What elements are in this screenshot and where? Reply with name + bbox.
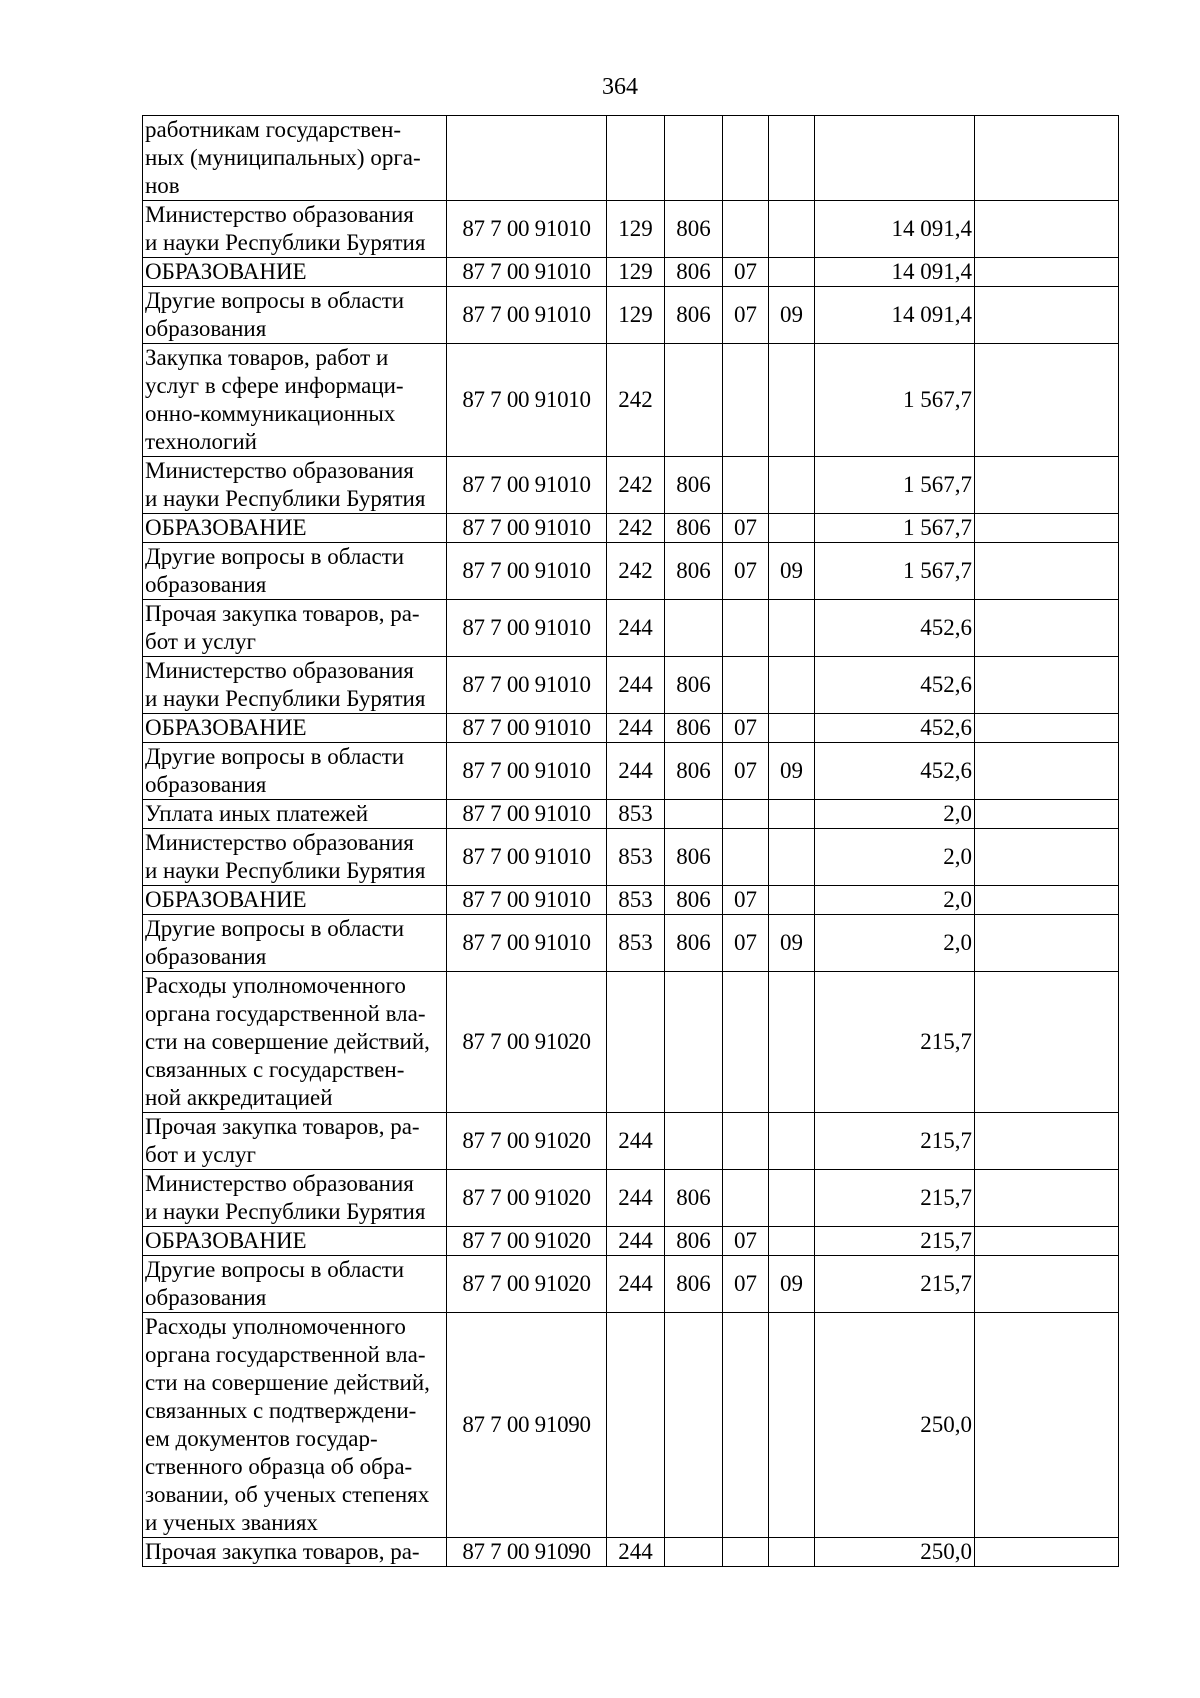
item-name-cell bbox=[143, 1170, 447, 1227]
item-name-line: образования bbox=[145, 1285, 267, 1310]
table-row bbox=[143, 1538, 1119, 1567]
section-code-cell: 07 bbox=[723, 886, 769, 915]
item-name-cell bbox=[143, 743, 447, 800]
empty-cell bbox=[975, 829, 1119, 886]
target-article-cell: 87 7 00 91010 bbox=[447, 457, 607, 514]
subsection-code-cell bbox=[769, 972, 815, 1113]
empty-cell bbox=[975, 1538, 1119, 1567]
table-row bbox=[143, 201, 1119, 258]
section-code-cell: 07 bbox=[723, 1227, 769, 1256]
expense-type-cell: 853 bbox=[607, 886, 665, 915]
department-code-cell: 806 bbox=[665, 886, 723, 915]
item-name-line: образования bbox=[145, 572, 267, 597]
table-row bbox=[143, 1313, 1119, 1538]
expense-type-cell: 853 bbox=[607, 915, 665, 972]
item-name-cell bbox=[143, 915, 447, 972]
target-article-cell: 87 7 00 91010 bbox=[447, 201, 607, 258]
subsection-code-cell bbox=[769, 116, 815, 201]
empty-cell bbox=[975, 258, 1119, 287]
amount-cell: 452,6 bbox=[815, 657, 975, 714]
amount-cell: 452,6 bbox=[815, 743, 975, 800]
department-code-cell bbox=[665, 344, 723, 457]
empty-cell bbox=[975, 1227, 1119, 1256]
section-code-cell bbox=[723, 1113, 769, 1170]
item-name-line: Расходы уполномоченного bbox=[145, 1314, 406, 1339]
expense-type-cell: 244 bbox=[607, 1170, 665, 1227]
department-code-cell bbox=[665, 1313, 723, 1538]
target-article-cell: 87 7 00 91010 bbox=[447, 886, 607, 915]
target-article-cell: 87 7 00 91010 bbox=[447, 714, 607, 743]
table-row bbox=[143, 1227, 1119, 1256]
item-name-line: Другие вопросы в области bbox=[145, 288, 405, 313]
expense-type-cell: 244 bbox=[607, 600, 665, 657]
expense-type-cell: 242 bbox=[607, 457, 665, 514]
amount-cell: 14 091,4 bbox=[815, 201, 975, 258]
table-row bbox=[143, 886, 1119, 915]
expense-type-cell bbox=[607, 972, 665, 1113]
item-name-line: органа государственной вла- bbox=[145, 1001, 426, 1026]
target-article-cell: 87 7 00 91010 bbox=[447, 543, 607, 600]
expense-type-cell bbox=[607, 1313, 665, 1538]
section-code-cell: 07 bbox=[723, 287, 769, 344]
department-code-cell: 806 bbox=[665, 543, 723, 600]
subsection-code-cell bbox=[769, 201, 815, 258]
budget-table-body bbox=[143, 116, 1119, 1567]
section-code-cell: 07 bbox=[723, 1256, 769, 1313]
subsection-code-cell: 09 bbox=[769, 1256, 815, 1313]
empty-cell bbox=[975, 915, 1119, 972]
expense-type-cell: 129 bbox=[607, 287, 665, 344]
empty-cell bbox=[975, 1256, 1119, 1313]
department-code-cell: 806 bbox=[665, 287, 723, 344]
item-name-line: бот и услуг bbox=[145, 629, 256, 654]
section-code-cell bbox=[723, 1170, 769, 1227]
amount-cell bbox=[815, 116, 975, 201]
target-article-cell: 87 7 00 91010 bbox=[447, 600, 607, 657]
section-code-cell: 07 bbox=[723, 743, 769, 800]
table-row bbox=[143, 1170, 1119, 1227]
table-row bbox=[143, 287, 1119, 344]
item-name-line: нов bbox=[145, 173, 180, 198]
item-name-line: Другие вопросы в области bbox=[145, 916, 405, 941]
item-name-line: и науки Республики Бурятия bbox=[145, 1199, 426, 1224]
item-name-line: ОБРАЗОВАНИЕ bbox=[145, 515, 307, 540]
item-name-cell bbox=[143, 344, 447, 457]
subsection-code-cell bbox=[769, 800, 815, 829]
subsection-code-cell bbox=[769, 600, 815, 657]
target-article-cell: 87 7 00 91010 bbox=[447, 829, 607, 886]
expense-type-cell: 242 bbox=[607, 543, 665, 600]
section-code-cell: 07 bbox=[723, 258, 769, 287]
subsection-code-cell bbox=[769, 1113, 815, 1170]
table-row bbox=[143, 743, 1119, 800]
item-name-line: работникам государствен- bbox=[145, 117, 402, 142]
section-code-cell bbox=[723, 1538, 769, 1567]
department-code-cell: 806 bbox=[665, 743, 723, 800]
section-code-cell bbox=[723, 600, 769, 657]
subsection-code-cell bbox=[769, 258, 815, 287]
target-article-cell: 87 7 00 91090 bbox=[447, 1313, 607, 1538]
item-name-cell bbox=[143, 1538, 447, 1567]
page-number: 364 bbox=[602, 74, 638, 100]
item-name-line: Министерство образования bbox=[145, 658, 414, 683]
department-code-cell: 806 bbox=[665, 258, 723, 287]
item-name-line: Министерство образования bbox=[145, 202, 414, 227]
target-article-cell: 87 7 00 91010 bbox=[447, 514, 607, 543]
amount-cell: 2,0 bbox=[815, 915, 975, 972]
expense-type-cell: 244 bbox=[607, 1227, 665, 1256]
amount-cell: 215,7 bbox=[815, 1170, 975, 1227]
section-code-cell bbox=[723, 657, 769, 714]
item-name-cell bbox=[143, 201, 447, 258]
item-name-line: услуг в сфере информаци- bbox=[145, 373, 404, 398]
department-code-cell: 806 bbox=[665, 1170, 723, 1227]
table-row bbox=[143, 714, 1119, 743]
item-name-line: и ученых званиях bbox=[145, 1510, 318, 1535]
expense-type-cell: 853 bbox=[607, 829, 665, 886]
item-name-line: сти на совершение действий, bbox=[145, 1029, 430, 1054]
item-name-line: технологий bbox=[145, 429, 257, 454]
department-code-cell bbox=[665, 600, 723, 657]
department-code-cell bbox=[665, 116, 723, 201]
item-name-line: Министерство образования bbox=[145, 830, 414, 855]
item-name-cell bbox=[143, 1113, 447, 1170]
section-code-cell bbox=[723, 116, 769, 201]
expense-type-cell: 129 bbox=[607, 258, 665, 287]
item-name-cell bbox=[143, 600, 447, 657]
table-row bbox=[143, 514, 1119, 543]
subsection-code-cell: 09 bbox=[769, 543, 815, 600]
empty-cell bbox=[975, 116, 1119, 201]
table-row bbox=[143, 116, 1119, 201]
item-name-line: образования bbox=[145, 316, 267, 341]
subsection-code-cell bbox=[769, 886, 815, 915]
target-article-cell bbox=[447, 116, 607, 201]
amount-cell: 215,7 bbox=[815, 1113, 975, 1170]
department-code-cell: 806 bbox=[665, 915, 723, 972]
item-name-cell bbox=[143, 1256, 447, 1313]
item-name-cell bbox=[143, 287, 447, 344]
amount-cell: 2,0 bbox=[815, 886, 975, 915]
subsection-code-cell bbox=[769, 657, 815, 714]
item-name-cell bbox=[143, 116, 447, 201]
item-name-line: ной аккредитацией bbox=[145, 1085, 333, 1110]
section-code-cell bbox=[723, 800, 769, 829]
target-article-cell: 87 7 00 91020 bbox=[447, 1113, 607, 1170]
item-name-line: связанных с подтверждени- bbox=[145, 1398, 417, 1423]
item-name-cell bbox=[143, 258, 447, 287]
amount-cell: 2,0 bbox=[815, 800, 975, 829]
amount-cell: 1 567,7 bbox=[815, 543, 975, 600]
item-name-line: ОБРАЗОВАНИЕ bbox=[145, 259, 307, 284]
target-article-cell: 87 7 00 91020 bbox=[447, 1170, 607, 1227]
empty-cell bbox=[975, 201, 1119, 258]
item-name-cell bbox=[143, 972, 447, 1113]
expense-type-cell: 244 bbox=[607, 657, 665, 714]
department-code-cell: 806 bbox=[665, 829, 723, 886]
expense-type-cell: 242 bbox=[607, 344, 665, 457]
target-article-cell: 87 7 00 91010 bbox=[447, 743, 607, 800]
item-name-line: Другие вопросы в области bbox=[145, 544, 405, 569]
table-row bbox=[143, 915, 1119, 972]
empty-cell bbox=[975, 344, 1119, 457]
target-article-cell: 87 7 00 91090 bbox=[447, 1538, 607, 1567]
item-name-line: сти на совершение действий, bbox=[145, 1370, 430, 1395]
subsection-code-cell bbox=[769, 1538, 815, 1567]
expense-type-cell: 244 bbox=[607, 743, 665, 800]
item-name-cell bbox=[143, 829, 447, 886]
expense-type-cell: 853 bbox=[607, 800, 665, 829]
subsection-code-cell bbox=[769, 514, 815, 543]
table-row bbox=[143, 829, 1119, 886]
empty-cell bbox=[975, 1313, 1119, 1538]
department-code-cell: 806 bbox=[665, 1256, 723, 1313]
subsection-code-cell bbox=[769, 1313, 815, 1538]
department-code-cell: 806 bbox=[665, 514, 723, 543]
section-code-cell bbox=[723, 344, 769, 457]
table-row bbox=[143, 657, 1119, 714]
department-code-cell bbox=[665, 800, 723, 829]
empty-cell bbox=[975, 657, 1119, 714]
table-row bbox=[143, 1256, 1119, 1313]
target-article-cell: 87 7 00 91010 bbox=[447, 915, 607, 972]
subsection-code-cell bbox=[769, 714, 815, 743]
amount-cell: 250,0 bbox=[815, 1313, 975, 1538]
item-name-line: Другие вопросы в области bbox=[145, 1257, 405, 1282]
department-code-cell bbox=[665, 1538, 723, 1567]
budget-table bbox=[142, 115, 1119, 1567]
department-code-cell: 806 bbox=[665, 657, 723, 714]
item-name-line: зовании, об ученых степенях bbox=[145, 1482, 430, 1507]
empty-cell bbox=[975, 1170, 1119, 1227]
section-code-cell bbox=[723, 829, 769, 886]
section-code-cell bbox=[723, 972, 769, 1113]
department-code-cell bbox=[665, 972, 723, 1113]
item-name-line: Министерство образования bbox=[145, 1171, 414, 1196]
table-row bbox=[143, 258, 1119, 287]
table-row bbox=[143, 457, 1119, 514]
section-code-cell bbox=[723, 201, 769, 258]
subsection-code-cell bbox=[769, 829, 815, 886]
item-name-cell bbox=[143, 657, 447, 714]
item-name-line: связанных с государствен- bbox=[145, 1057, 405, 1082]
expense-type-cell: 129 bbox=[607, 201, 665, 258]
amount-cell: 215,7 bbox=[815, 1227, 975, 1256]
amount-cell: 14 091,4 bbox=[815, 287, 975, 344]
item-name-line: и науки Республики Бурятия bbox=[145, 686, 426, 711]
empty-cell bbox=[975, 743, 1119, 800]
section-code-cell: 07 bbox=[723, 915, 769, 972]
section-code-cell bbox=[723, 457, 769, 514]
item-name-line: ственного образца об обра- bbox=[145, 1454, 413, 1479]
item-name-line: органа государственной вла- bbox=[145, 1342, 426, 1367]
department-code-cell: 806 bbox=[665, 714, 723, 743]
expense-type-cell: 244 bbox=[607, 1538, 665, 1567]
empty-cell bbox=[975, 972, 1119, 1113]
subsection-code-cell bbox=[769, 344, 815, 457]
item-name-cell bbox=[143, 886, 447, 915]
item-name-line: ных (муниципальных) орга- bbox=[145, 145, 421, 170]
item-name-line: ОБРАЗОВАНИЕ bbox=[145, 887, 307, 912]
item-name-line: Прочая закупка товаров, ра- bbox=[145, 1539, 420, 1564]
table-row bbox=[143, 600, 1119, 657]
section-code-cell: 07 bbox=[723, 514, 769, 543]
table-row bbox=[143, 972, 1119, 1113]
target-article-cell: 87 7 00 91010 bbox=[447, 258, 607, 287]
section-code-cell bbox=[723, 1313, 769, 1538]
subsection-code-cell: 09 bbox=[769, 743, 815, 800]
amount-cell: 215,7 bbox=[815, 972, 975, 1113]
item-name-cell bbox=[143, 714, 447, 743]
subsection-code-cell: 09 bbox=[769, 287, 815, 344]
item-name-cell bbox=[143, 514, 447, 543]
expense-type-cell: 244 bbox=[607, 1113, 665, 1170]
item-name-line: Другие вопросы в области bbox=[145, 744, 405, 769]
item-name-line: ОБРАЗОВАНИЕ bbox=[145, 715, 307, 740]
amount-cell: 1 567,7 bbox=[815, 344, 975, 457]
item-name-line: и науки Республики Бурятия bbox=[145, 486, 426, 511]
empty-cell bbox=[975, 457, 1119, 514]
amount-cell: 2,0 bbox=[815, 829, 975, 886]
table-row bbox=[143, 1113, 1119, 1170]
empty-cell bbox=[975, 714, 1119, 743]
item-name-cell bbox=[143, 800, 447, 829]
item-name-cell bbox=[143, 543, 447, 600]
item-name-cell bbox=[143, 1227, 447, 1256]
target-article-cell: 87 7 00 91020 bbox=[447, 1256, 607, 1313]
subsection-code-cell bbox=[769, 1170, 815, 1227]
section-code-cell: 07 bbox=[723, 543, 769, 600]
empty-cell bbox=[975, 287, 1119, 344]
empty-cell bbox=[975, 514, 1119, 543]
expense-type-cell: 244 bbox=[607, 714, 665, 743]
item-name-line: Расходы уполномоченного bbox=[145, 973, 406, 998]
item-name-line: и науки Республики Бурятия bbox=[145, 230, 426, 255]
department-code-cell: 806 bbox=[665, 457, 723, 514]
item-name-line: Министерство образования bbox=[145, 458, 414, 483]
target-article-cell: 87 7 00 91020 bbox=[447, 972, 607, 1113]
empty-cell bbox=[975, 886, 1119, 915]
empty-cell bbox=[975, 543, 1119, 600]
item-name-line: Уплата иных платежей bbox=[145, 801, 369, 826]
empty-cell bbox=[975, 1113, 1119, 1170]
department-code-cell: 806 bbox=[665, 1227, 723, 1256]
expense-type-cell: 244 bbox=[607, 1256, 665, 1313]
target-article-cell: 87 7 00 91010 bbox=[447, 657, 607, 714]
item-name-line: бот и услуг bbox=[145, 1142, 256, 1167]
item-name-line: Прочая закупка товаров, ра- bbox=[145, 601, 420, 626]
table-row bbox=[143, 344, 1119, 457]
item-name-cell bbox=[143, 1313, 447, 1538]
amount-cell: 1 567,7 bbox=[815, 514, 975, 543]
subsection-code-cell bbox=[769, 1227, 815, 1256]
subsection-code-cell: 09 bbox=[769, 915, 815, 972]
expense-type-cell: 242 bbox=[607, 514, 665, 543]
target-article-cell: 87 7 00 91010 bbox=[447, 800, 607, 829]
amount-cell: 215,7 bbox=[815, 1256, 975, 1313]
item-name-line: образования bbox=[145, 944, 267, 969]
item-name-line: Прочая закупка товаров, ра- bbox=[145, 1114, 420, 1139]
subsection-code-cell bbox=[769, 457, 815, 514]
item-name-line: ОБРАЗОВАНИЕ bbox=[145, 1228, 307, 1253]
department-code-cell: 806 bbox=[665, 201, 723, 258]
amount-cell: 250,0 bbox=[815, 1538, 975, 1567]
target-article-cell: 87 7 00 91010 bbox=[447, 344, 607, 457]
item-name-cell bbox=[143, 457, 447, 514]
table-row bbox=[143, 800, 1119, 829]
item-name-line: ем документов государ- bbox=[145, 1426, 378, 1451]
amount-cell: 1 567,7 bbox=[815, 457, 975, 514]
amount-cell: 452,6 bbox=[815, 714, 975, 743]
amount-cell: 452,6 bbox=[815, 600, 975, 657]
expense-type-cell bbox=[607, 116, 665, 201]
empty-cell bbox=[975, 800, 1119, 829]
item-name-line: онно-коммуникационных bbox=[145, 401, 396, 426]
department-code-cell bbox=[665, 1113, 723, 1170]
target-article-cell: 87 7 00 91010 bbox=[447, 287, 607, 344]
target-article-cell: 87 7 00 91020 bbox=[447, 1227, 607, 1256]
empty-cell bbox=[975, 600, 1119, 657]
section-code-cell: 07 bbox=[723, 714, 769, 743]
item-name-line: и науки Республики Бурятия bbox=[145, 858, 426, 883]
item-name-line: Закупка товаров, работ и bbox=[145, 345, 389, 370]
item-name-line: образования bbox=[145, 772, 267, 797]
table-row bbox=[143, 543, 1119, 600]
amount-cell: 14 091,4 bbox=[815, 258, 975, 287]
